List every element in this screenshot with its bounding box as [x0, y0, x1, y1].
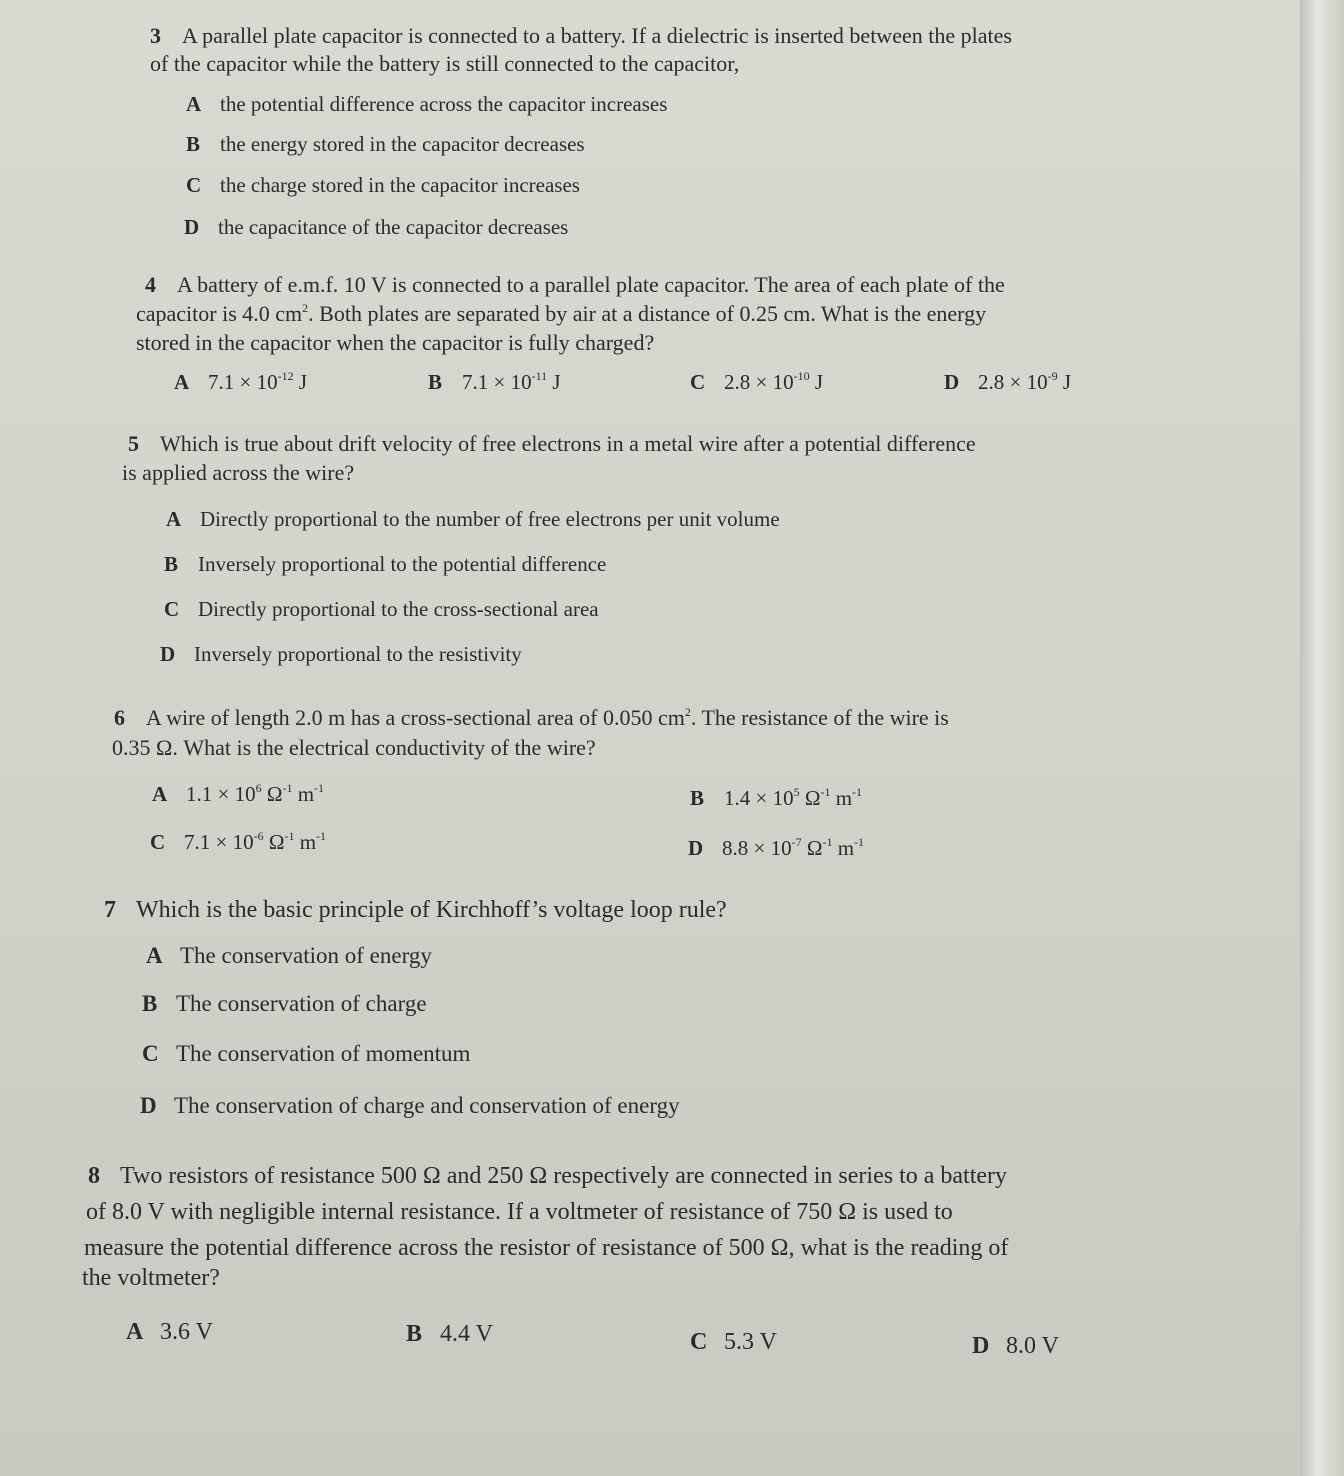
question-6-line-1: 6 A wire of length 2.0 m has a cross-sectional area of 0.050 $cm^2$. The resistance of the wire is [114, 705, 949, 730]
question-number: 6 [114, 705, 125, 730]
option-b[interactable]: B 4.4 V [406, 1321, 493, 1347]
option-c[interactable]: C The conservation of momentum [142, 1041, 471, 1066]
question-number: 3 [150, 23, 161, 48]
option-b[interactable]: B Inversely proportional to the potential difference [164, 552, 607, 576]
question-8-line-2: of 8.0 V with negligible internal resistance. If a voltmeter of resistance of 750 Ω is used to [86, 1199, 953, 1225]
option-a[interactable]: A $7.1 \times 10^{-12}$ J [174, 369, 308, 394]
option-d[interactable]: D 8.0 V [972, 1333, 1059, 1359]
option-c[interactable]: C $2.8 \times 10^{-10}$ J [690, 369, 824, 394]
question-number: 8 [88, 1163, 100, 1189]
option-d[interactable]: D $8.8 \times 10^{-7}$ $\Omega^{-1}$ $m^{-1}$ [688, 835, 865, 860]
option-a[interactable]: A 3.6 V [126, 1319, 213, 1345]
option-b[interactable]: B $7.1 \times 10^{-11}$ J [428, 369, 561, 394]
option-c[interactable]: C Directly proportional to the cross-sectional area [164, 597, 599, 621]
option-d[interactable]: D the capacitance of the capacitor decreases [184, 215, 569, 239]
question-7-line-1: 7 Which is the basic principle of Kirchhoff’s voltage loop rule? [104, 897, 727, 923]
question-3-line-2: of the capacitor while the battery is still connected to the capacitor, [150, 51, 740, 76]
option-d[interactable]: D Inversely proportional to the resistivity [160, 642, 522, 666]
option-b[interactable]: B $1.4 \times 10^5$ $\Omega^{-1}$ $m^{-1}$ [690, 785, 863, 810]
question-8-line-1: 8 Two resistors of resistance 500 Ω and 250 Ω respectively are connected in series to a battery [88, 1163, 1008, 1189]
option-c[interactable]: C the charge stored in the capacitor increases [186, 173, 580, 197]
question-number: 7 [104, 897, 116, 923]
page-edge [1300, 0, 1344, 1476]
option-c[interactable]: C 5.3 V [690, 1329, 777, 1355]
question-6-line-2: 0.35 Ω. What is the electrical conductivity of the wire? [112, 735, 596, 760]
option-a[interactable]: A $1.1 \times 10^6$ $\Omega^{-1}$ $m^{-1}$ [152, 781, 325, 806]
question-4-line-1: 4 A battery of e.m.f. 10 V is connected to a parallel plate capacitor. The area of each plate of the [145, 272, 1005, 297]
question-3-line-1: 3 A parallel plate capacitor is connected to a battery. If a dielectric is inserted between the plates [150, 23, 1012, 48]
option-d[interactable]: D $2.8 \times 10^{-9}$ J [944, 369, 1072, 394]
question-8-line-4: the voltmeter? [82, 1265, 220, 1291]
option-b[interactable]: B the energy stored in the capacitor decreases [186, 132, 585, 156]
option-a[interactable]: A Directly proportional to the number of free electrons per unit volume [166, 507, 780, 531]
question-number: 4 [145, 272, 156, 297]
question-number: 5 [128, 431, 139, 456]
option-a[interactable]: A the potential difference across the capacitor increases [186, 92, 668, 116]
question-8-line-3: measure the potential difference across the resistor of resistance of 500 Ω, what is the reading of [84, 1235, 1009, 1261]
question-5-line-1: 5 Which is true about drift velocity of free electrons in a metal wire after a potential difference [128, 431, 976, 456]
option-c[interactable]: C $7.1 \times 10^{-6}$ $\Omega^{-1}$ $m^{-1}$ [150, 829, 327, 854]
option-d[interactable]: D The conservation of charge and conservation of energy [140, 1093, 680, 1118]
option-a[interactable]: A The conservation of energy [146, 943, 432, 968]
question-4-line-3: stored in the capacitor when the capacitor is fully charged? [136, 330, 655, 355]
option-b[interactable]: B The conservation of charge [142, 991, 427, 1016]
question-4-line-2: capacitor is 4.0 $cm^2$. Both plates are separated by air at a distance of 0.25 cm. What is the energy [136, 301, 987, 326]
question-5-line-2: is applied across the wire? [122, 460, 355, 485]
